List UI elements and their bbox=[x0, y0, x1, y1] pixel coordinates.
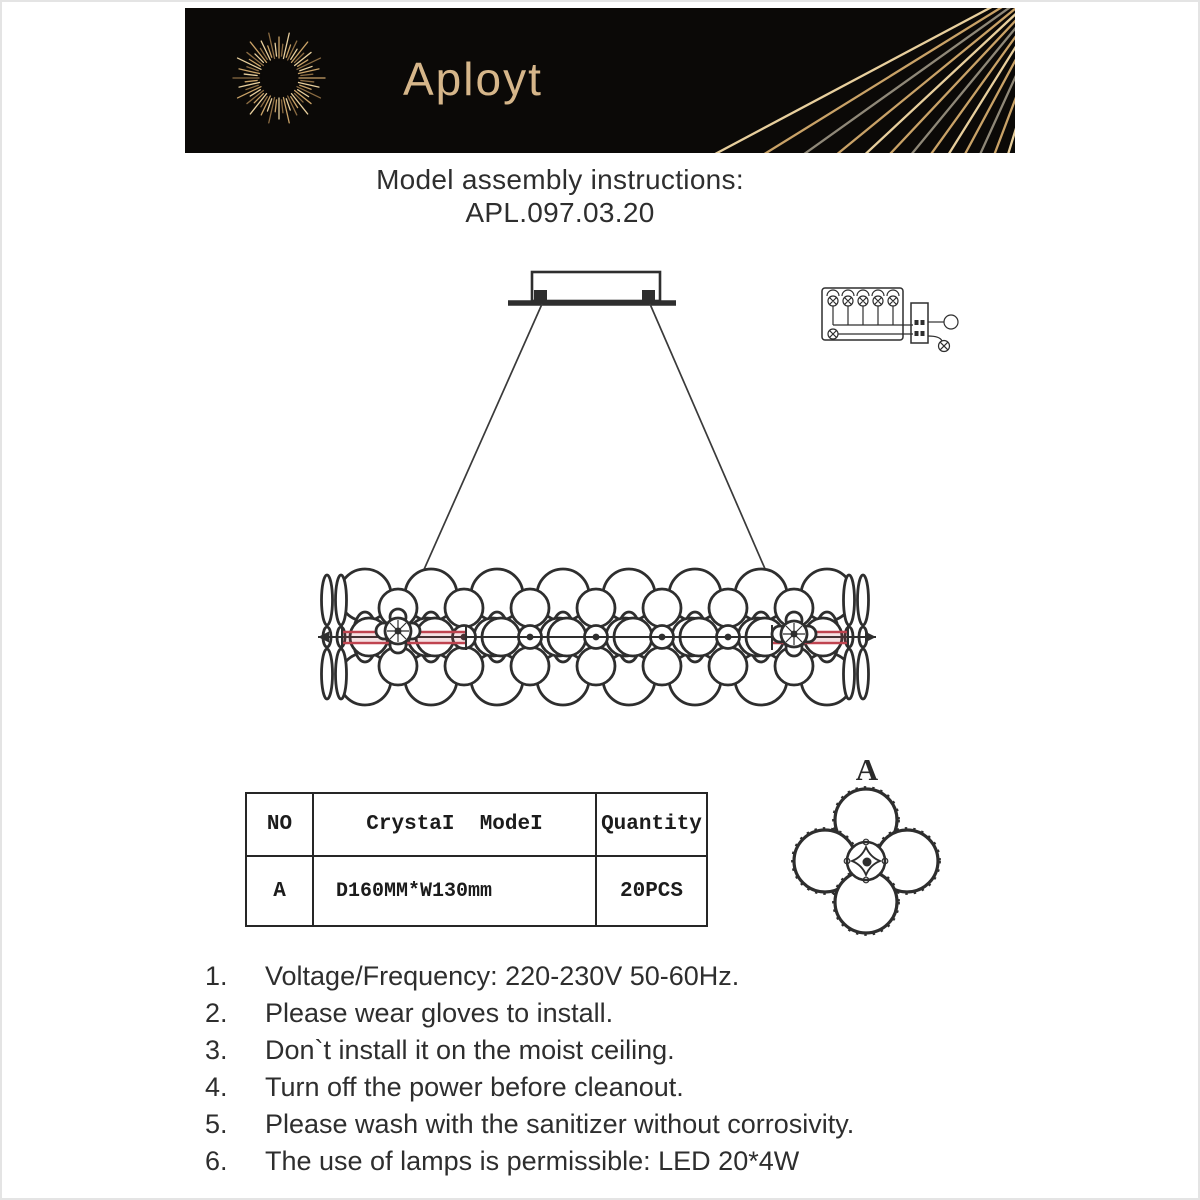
banner-art bbox=[185, 8, 1015, 153]
detail-flower-drawing bbox=[790, 786, 942, 938]
crystal-band bbox=[318, 569, 876, 705]
lamp-symbol bbox=[944, 315, 958, 329]
corner-rays-decoration bbox=[685, 8, 1015, 153]
cell-quantity: 20PCS bbox=[596, 856, 707, 926]
instruction-number: 5. bbox=[205, 1109, 228, 1139]
instructions-list bbox=[205, 958, 1035, 1180]
spec-header-row bbox=[246, 793, 707, 856]
cell-no: A bbox=[246, 856, 313, 926]
wiring-diagram bbox=[822, 288, 958, 352]
ceiling-canopy bbox=[508, 272, 676, 303]
model-number: APL.097.03.20 bbox=[465, 197, 655, 228]
sunburst-center bbox=[262, 61, 297, 96]
brand-wordmark: Aployt bbox=[403, 53, 543, 105]
title-block bbox=[60, 163, 1060, 229]
instruction-text: Don`t install it on the moist ceiling. bbox=[265, 1035, 675, 1065]
brand-banner bbox=[185, 8, 1015, 153]
instruction-number: 4. bbox=[205, 1072, 228, 1102]
spec-data-row bbox=[246, 856, 707, 926]
spec-table bbox=[245, 792, 708, 927]
page-title: Model assembly instructions: bbox=[376, 164, 744, 195]
instruction-item-5 bbox=[205, 1106, 1035, 1143]
cell-crystal-model: D160MM*W130mm bbox=[313, 856, 596, 926]
instruction-number: 6. bbox=[205, 1146, 228, 1176]
instruction-number: 1. bbox=[205, 961, 228, 991]
instruction-text: The use of lamps is permissible: LED 20*4W bbox=[265, 1146, 800, 1176]
instruction-number: 2. bbox=[205, 998, 228, 1028]
instruction-item-4 bbox=[205, 1069, 1035, 1106]
instruction-text: Turn off the power before cleanout. bbox=[265, 1072, 684, 1102]
instruction-item-2 bbox=[205, 995, 1035, 1032]
instruction-item-1 bbox=[205, 958, 1035, 995]
chandelier-drawing bbox=[180, 250, 1020, 730]
instruction-number: 3. bbox=[205, 1035, 228, 1065]
instruction-text: Please wash with the sanitizer without corrosivity. bbox=[265, 1109, 855, 1139]
instruction-text: Voltage/Frequency: 220-230V 50-60Hz. bbox=[265, 961, 740, 991]
instruction-item-6 bbox=[205, 1143, 1035, 1180]
header-quantity: Quantity bbox=[596, 793, 707, 856]
detail-label: A bbox=[855, 752, 879, 787]
header-crystal-model: CrystaI ModeI bbox=[313, 793, 596, 856]
instruction-text: Please wear gloves to install. bbox=[265, 998, 614, 1028]
header-no: NO bbox=[246, 793, 313, 856]
instruction-item-3 bbox=[205, 1032, 1035, 1069]
